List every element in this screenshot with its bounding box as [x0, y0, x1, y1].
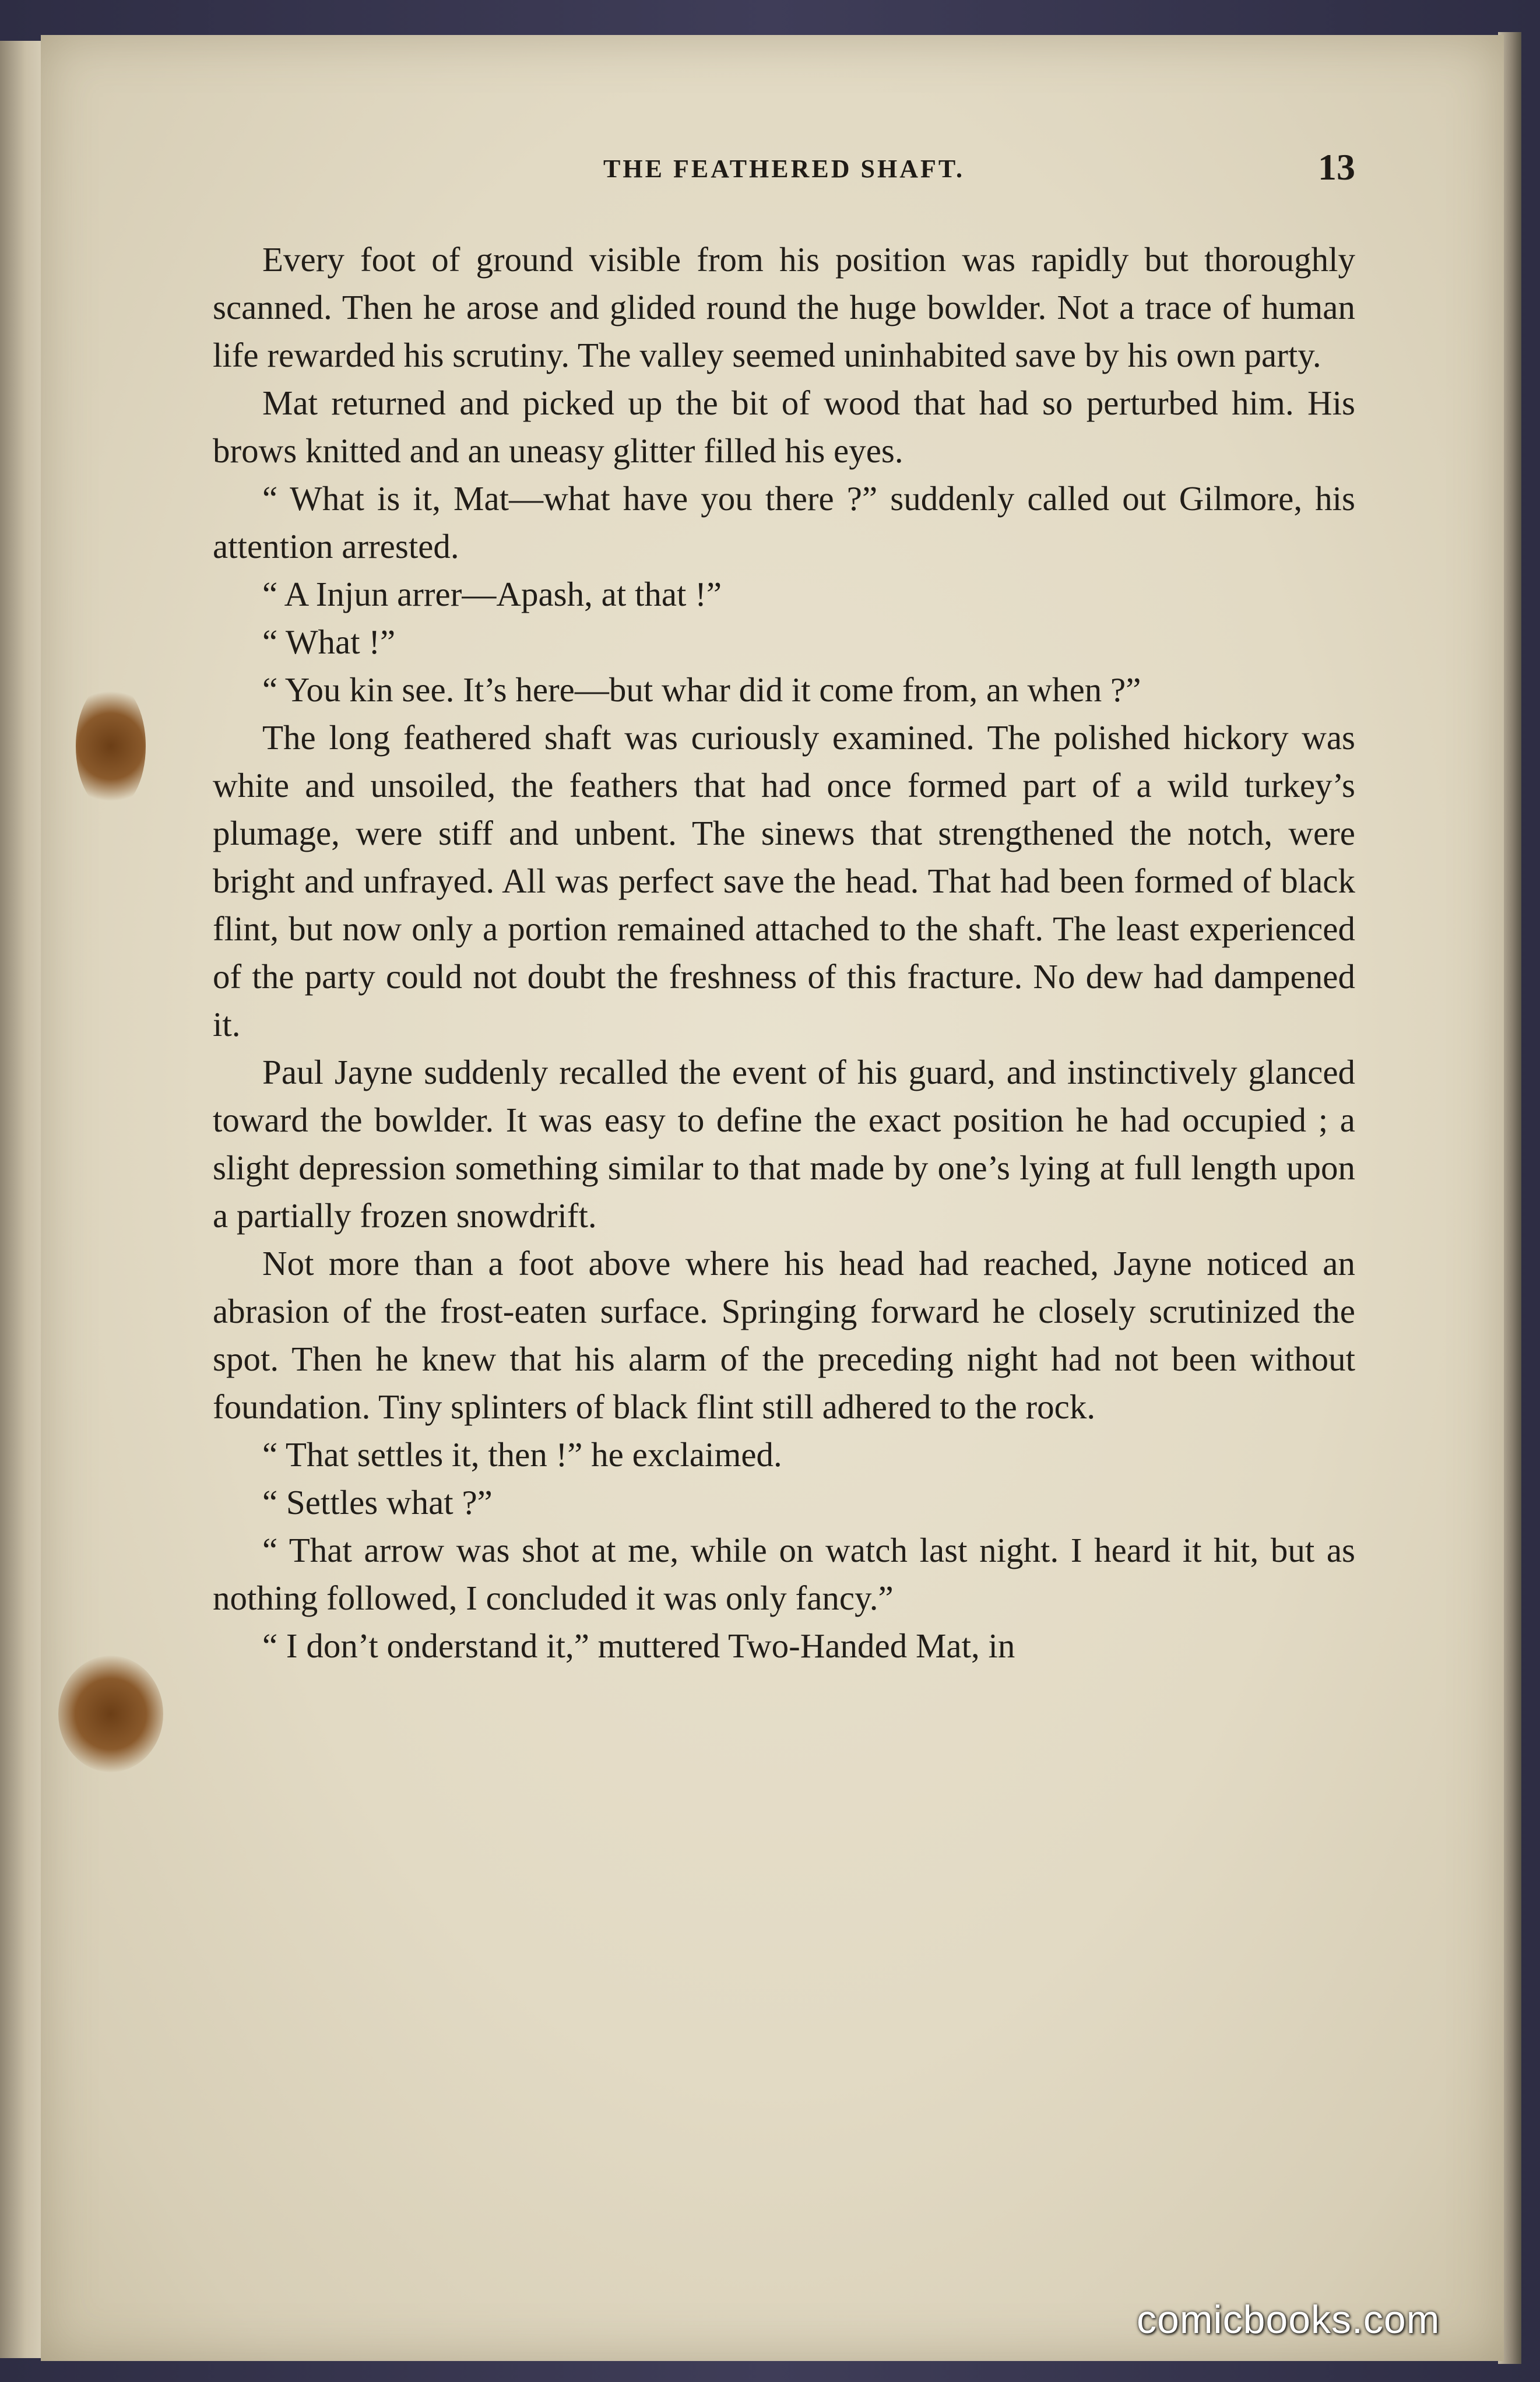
paragraph: “ A Injun arrer—Apash, at that !”: [262, 575, 722, 613]
paragraph: The long feathered shaft was curiously examined. The polished hickory was white and unsoiled, the feathers that had once formed part of a wild turkey’s plumage, were stiff and unbent. The sinews that strengthened the notch, were bright and unfrayed. All was perfect save the head. That had been formed of black flint, but now only a portion remained attached to the shaft. The least experienced of the party could not doubt the freshness of this fracture. No dew had dampened it.: [213, 718, 1355, 1044]
binding-stain: [76, 682, 146, 810]
paragraph: “ Settles what ?”: [262, 1483, 493, 1522]
page-header: [213, 146, 1355, 198]
adjacent-page-edge: [0, 41, 47, 2358]
paragraph: Paul Jayne suddenly recalled the event of his guard, and instinctively glanced toward the bowlder. It was easy to define the exact position he had occupied ; a slight depression something similar to that made by one’s lying at full length upon a partially frozen snowdrift.: [213, 1053, 1355, 1235]
paragraph: Not more than a foot above where his head had reached, Jayne noticed an abrasion of the frost-eaten surface. Springing forward he closely scrutinized the spot. Then he knew that his alarm of the preceding night had not been without foundation. Tiny splinters of black flint still adhered to the rock.: [213, 1244, 1355, 1426]
body-text: [213, 236, 1355, 1670]
paragraph: “ What !”: [262, 623, 396, 661]
paragraph: Every foot of ground visible from his position was rapidly but thoroughly scanned. Then he arose and glided round the huge bowlder. Not a trace of human life rewarded his scrutiny. The valley seemed uninhabited save by his own party.: [213, 240, 1355, 374]
paragraph: “ I don’t onderstand it,” muttered Two-Handed Mat, in: [262, 1626, 1015, 1665]
paragraph: Mat returned and picked up the bit of wood that had so perturbed him. His brows knitted and an uneasy glitter filled his eyes.: [213, 384, 1355, 470]
page-number: 13: [1318, 146, 1355, 188]
running-head: THE FEATHERED SHAFT.: [603, 154, 965, 183]
paragraph: “ That settles it, then !” he exclaimed.: [262, 1435, 782, 1474]
binding-stain: [58, 1656, 163, 1772]
paragraph: “ That arrow was shot at me, while on watch last night. I heard it hit, but as nothing followed, I concluded it was only fancy.”: [213, 1531, 1355, 1617]
watermark: comicbooks.com: [1137, 2297, 1440, 2342]
paragraph: “ What is it, Mat—what have you there ?” suddenly called out Gilmore, his attention arrested.: [213, 479, 1355, 565]
paragraph: “ You kin see. It’s here—but whar did it come from, an when ?”: [262, 670, 1141, 709]
